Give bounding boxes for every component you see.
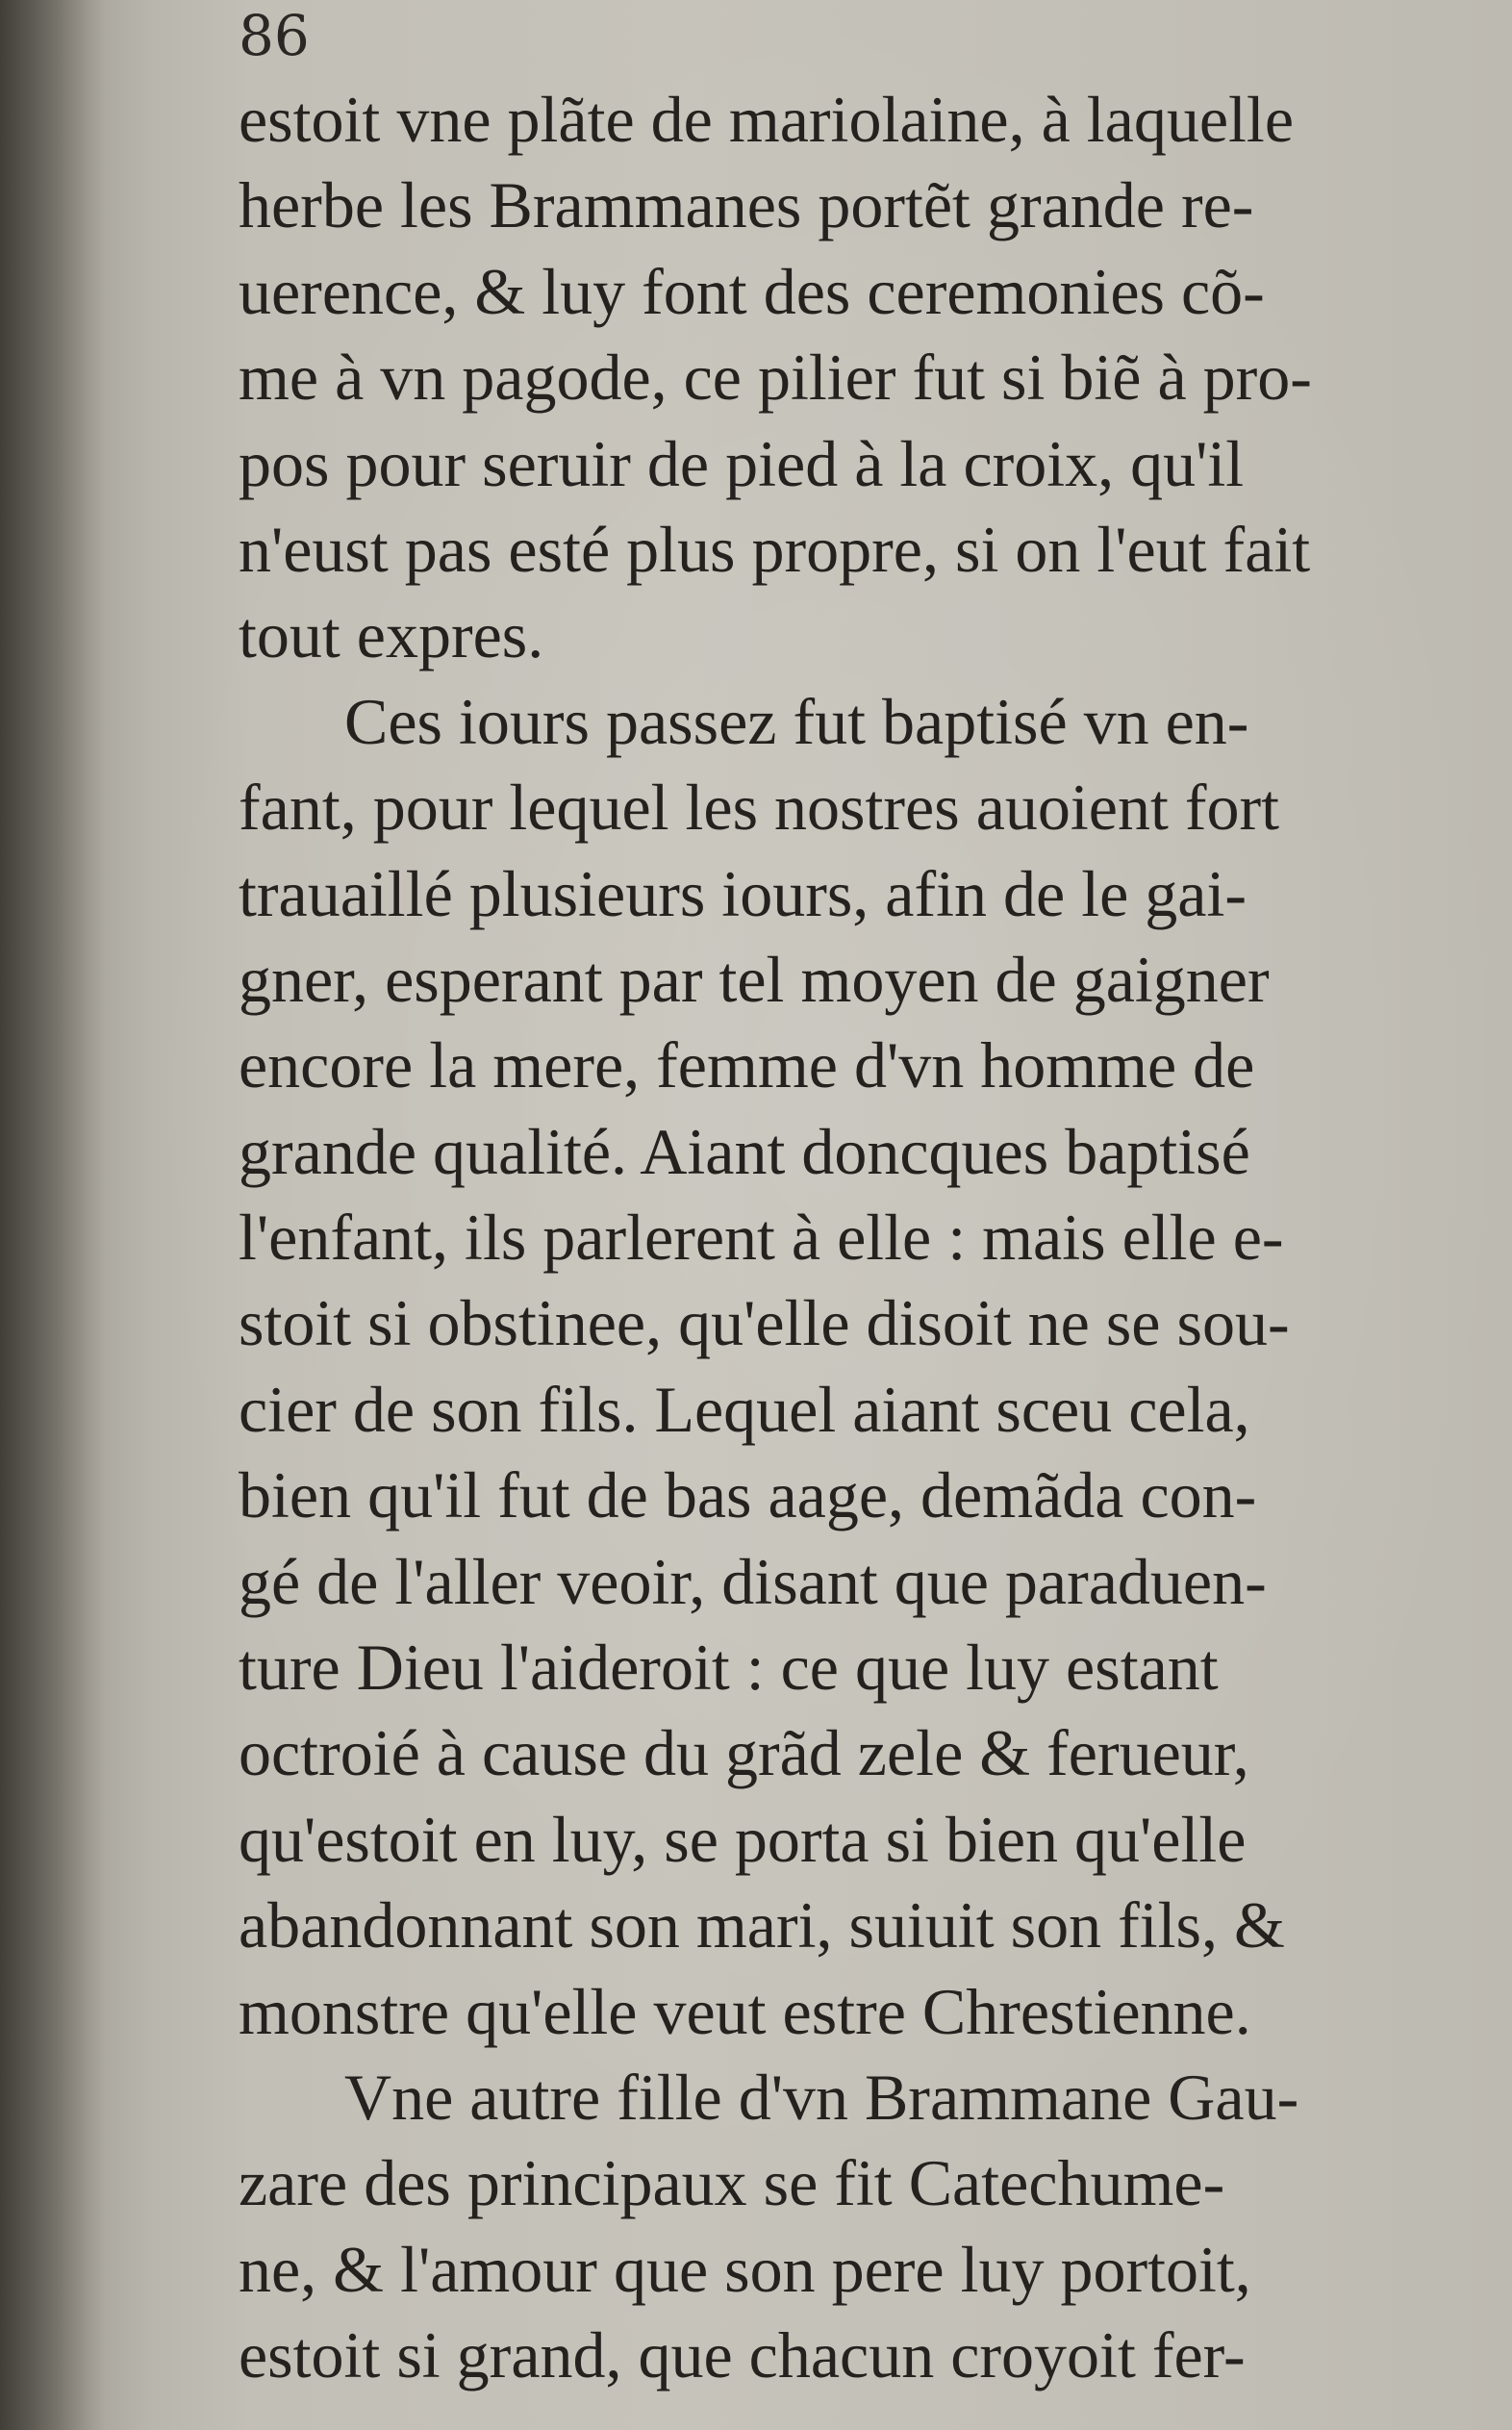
text-line: ture Dieu l'aideroit : ce que luy estant (239, 1631, 1219, 1705)
text-line: octroié à cause du grãd zele & ferueur, (239, 1716, 1249, 1790)
text-line: pos pour seruir de pied à la croix, qu'il (239, 426, 1245, 500)
text-line: l'enfant, ils parlerent à elle : mais elle e- (239, 1201, 1284, 1275)
text-line: tout expres. (239, 598, 544, 672)
text-line: herbe les Brammanes portẽt grande re- (239, 168, 1254, 242)
body-text (239, 77, 1470, 2399)
text-line: monstre qu'elle veut estre Chrestienne. (239, 1974, 1251, 2048)
paragraph (239, 77, 1470, 679)
text-line: Vne autre fille d'vn Brammane Gau- (344, 2060, 1299, 2134)
text-line: encore la mere, femme d'vn homme de (239, 1028, 1255, 1102)
text-line: zare des principaux se fit Catechume- (239, 2146, 1225, 2220)
text-line: trauaillé plusieurs iours, afin de le gai- (239, 856, 1247, 930)
paragraph (239, 679, 1470, 2055)
binding-gutter-shadow (0, 0, 106, 2430)
text-line: estoit vne plãte de mariolaine, à laquelle (239, 83, 1294, 156)
text-line: grande qualité. Aiant doncques baptisé (239, 1114, 1250, 1188)
text-line: qu'estoit en luy, se porta si bien qu'elle (239, 1802, 1247, 1876)
page-number: 86 (239, 3, 310, 68)
text-line: bien qu'il fut de bas aage, demãda con- (239, 1458, 1257, 1532)
text-line: estoit si grand, que chacun croyoit fer- (239, 2318, 1246, 2392)
text-line: ne, & l'amour que son pere luy portoit, (239, 2232, 1251, 2306)
text-line: gé de l'aller veoir, disant que paraduen- (239, 1544, 1267, 1618)
text-line: gner, esperant par tel moyen de gaigner (239, 942, 1270, 1016)
text-line: n'eust pas esté plus propre, si on l'eut fait (239, 512, 1311, 586)
text-line: abandonnant son mari, suiuit son fils, & (239, 1888, 1285, 1962)
paragraph (239, 2055, 1470, 2399)
text-line: cier de son fils. Lequel aiant sceu cela, (239, 1372, 1250, 1446)
text-line: stoit si obstinee, qu'elle disoit ne se sou- (239, 1286, 1290, 1360)
text-line: uerence, & luy font des ceremonies cõ- (239, 254, 1265, 328)
text-line: me à vn pagode, ce pilier fut si biẽ à pro- (239, 341, 1312, 415)
text-line: Ces iours passez fut baptisé vn en- (344, 684, 1249, 758)
text-line: fant, pour lequel les nostres auoient fort (239, 771, 1280, 845)
